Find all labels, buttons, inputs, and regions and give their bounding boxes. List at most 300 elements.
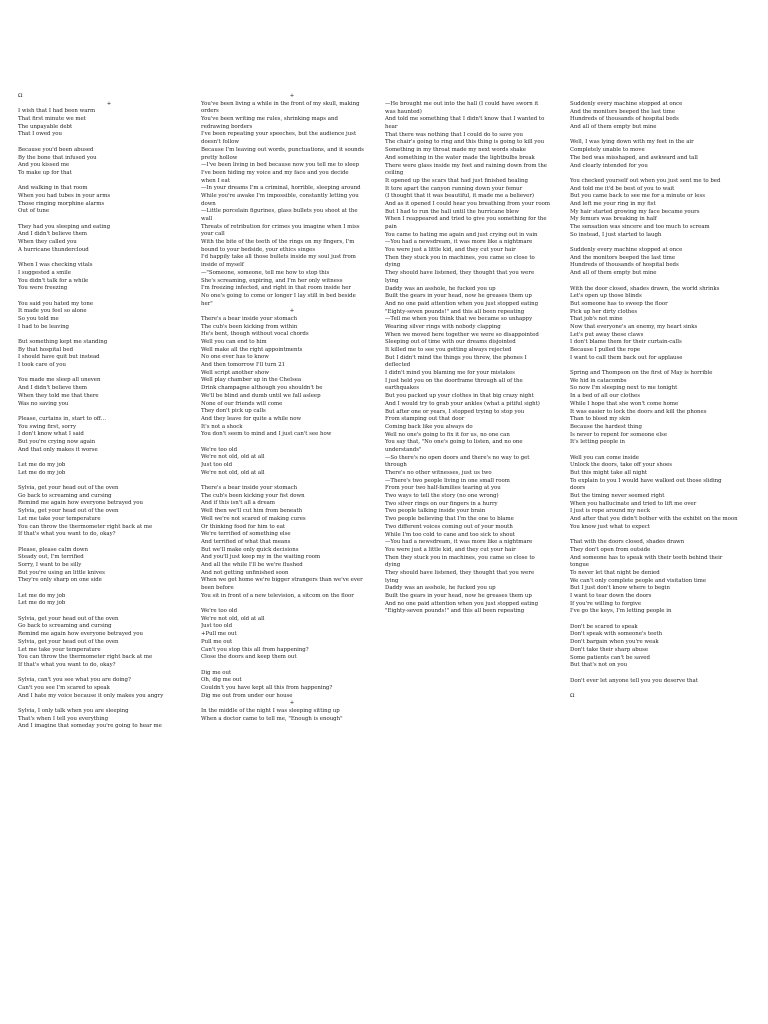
lyric-line: And all of them empty but mine (570, 270, 657, 277)
lyric-line: If you're willing to forgive (570, 600, 642, 607)
lyric-line: —I've been living in bed because now you tell me to sleep (201, 162, 360, 169)
lyric-line: Well you can end to him (201, 339, 267, 345)
lyric-line: dying (385, 262, 401, 269)
lyric-line: When I reappeared and tried to give you something for the (385, 216, 547, 223)
lyric-line: There's no other witnesses, just us two (385, 470, 492, 476)
lyric-line: Well we're not scared of making cures (201, 515, 306, 522)
lyric-line (570, 670, 752, 678)
lyric-line: I took care of you (18, 362, 66, 369)
lyric-line: The bed was misshaped, and awkward and tall (570, 154, 698, 161)
lyric-line: —You had a newsdream, it was more like a nightmare (385, 239, 533, 246)
lyric-line: her" (201, 300, 213, 307)
lyric-line: Then they stuck you in machines, you came so close to (385, 554, 535, 561)
lyric-line: doesn't follow (201, 139, 240, 146)
lyric-line: We hid in catacombs (570, 377, 627, 384)
lyric-line: The cub's been kicking your fist down (201, 492, 305, 499)
lyric-line: Sylvia, get your head out of the oven (18, 638, 119, 645)
lyric-line: Coming back like you always do (385, 423, 473, 430)
lyric-line: With the door closed, shades drawn, the world shrinks (570, 285, 720, 292)
lyric-line: But you came back to see me for a minute or less (570, 193, 705, 200)
lyric-line: + (289, 308, 295, 315)
lyric-line: You've been living a while in the front of my skull, making (201, 100, 360, 107)
lyric-line: If that's what you want to do, okay? (18, 661, 116, 668)
lyric-line: ceiling (385, 170, 404, 177)
lyric-line (570, 170, 752, 178)
lyric-line: —So there's no open doors and there's no way to get (385, 454, 530, 461)
lyric-line: I just held you on the doorframe through all of the (385, 377, 523, 384)
lyric-line: Don't take their sharp abuse (570, 646, 649, 653)
lyric-line: He's bent, though without vocal chords (201, 331, 309, 338)
lyric-line: In the middle of the night I was sleeping sitting up (201, 708, 340, 714)
lyric-line: understands" (385, 446, 422, 453)
lyric-line: Drink champagne although you shouldn't be (201, 385, 323, 392)
lyric-line: —Tell me when you think that we became so unhappy (385, 316, 533, 323)
lyric-line: No one ever has to know (201, 354, 269, 361)
lyric-line: pain (385, 224, 397, 230)
lyric-line (201, 662, 383, 670)
lyric-line: Don't ever let anyone tell you you deserve that (570, 677, 698, 684)
lyric-line: And not getting unfinished soon (201, 569, 289, 576)
lyric-line: To make up for that (18, 169, 72, 176)
lyric-line: Go back to screaming and cursing (18, 492, 112, 499)
lyric-line: You made me sleep all uneven (18, 377, 101, 384)
lyric-line: They should have listened, they thought that you were (385, 270, 535, 277)
lyric-line: Please, please calm down (18, 546, 88, 553)
lyric-line: Sylvia, I only talk when you are sleeping (18, 708, 129, 714)
lyric-line: I don't know what I said (18, 431, 84, 438)
lyric-line: And told me something that I didn't know that I wanted to (385, 116, 545, 123)
lyric-line: And the monitors beeped the last time (570, 254, 676, 261)
lyric-line: Remind me again how everyone betrayed you (18, 631, 143, 638)
lyric-line (570, 132, 752, 140)
lyric-line: And that only makes it worse (18, 446, 98, 453)
lyric-line: You checked yourself out when you just sent me to bed (570, 177, 721, 184)
lyric-line: —In your dreams I'm a criminal, horrible, sleeping around (201, 185, 361, 192)
lyric-line: I want to tear down the doors (570, 593, 652, 599)
lyric-line: Well script another show (201, 369, 270, 376)
lyric-line (570, 532, 752, 540)
lyric-line: She's screaming, expiring, and I'm her only witness (201, 277, 343, 284)
lyric-line: And walking in that room (18, 185, 88, 192)
lyric-line: doors (570, 485, 586, 492)
lyric-line: Two silver rings on our fingers in a hurry (385, 500, 498, 507)
lyric-line: Can't you stop this all from happening? (201, 646, 309, 653)
lyric-line: Was no saving you (18, 400, 69, 407)
lyric-line: But this might take all night (570, 470, 648, 476)
lyric-line: Hundreds of thousands of hospital beds (570, 116, 679, 123)
lyric-line (18, 293, 200, 301)
lyric-line: Well play chamber up in the Chelsea (201, 377, 302, 384)
lyric-line: I wish that I had been warm (18, 108, 96, 115)
lyric-line: Let me take your temperature (18, 646, 101, 653)
lyric-line: We can't only complete people and visitation time (570, 577, 707, 584)
lyric-line: My hair started growing my face became yours (570, 208, 700, 215)
lyric-line: From stamping out that door (385, 416, 465, 423)
lyric-line: And after that you didn't bother with the exhibit on the moon (570, 516, 738, 523)
lyric-line: But you packed up your clothes in that big crazy night (385, 393, 534, 400)
lyric-line: And all of them empty but mine (570, 124, 657, 131)
lyric-line: Hundreds of thousands of hospital beds (570, 262, 679, 269)
lyric-line: But I just don't know where to begin (570, 585, 670, 592)
lyric-line: The chair's going to ring and this thing is going to kill you (385, 139, 545, 146)
lyric-line: Sleeping out of time with our dreams disjointed (385, 339, 516, 346)
lyric-line: We're too old (201, 446, 238, 453)
lyric-line: And no one paid attention when you just stopped eating (385, 300, 539, 307)
lyric-line: Because I'm leaving out words, punctuations, and it sounds (201, 146, 364, 153)
lyric-line: down (201, 200, 216, 207)
lyric-line: You said you hated my tone (18, 300, 94, 307)
lyric-line: You sit in front of a new television, a sitcom on the floor (201, 592, 354, 599)
lyric-line (18, 585, 200, 593)
lyric-line: You've been writing me rules, shrinking maps and (201, 116, 338, 123)
lyric-line: And if this isn't all a dream (201, 500, 275, 507)
lyric-line (570, 616, 752, 624)
lyric-line: And someone has to speak with their teeth behind their (570, 554, 723, 561)
lyric-line: And I hate my voice because it only makes you angry (18, 692, 164, 699)
lyric-line: You didn't talk for a while (18, 277, 89, 284)
lyric-line: Please, curtains in, start to off… (18, 415, 107, 422)
lyric-line (201, 439, 383, 447)
lyric-line: You were just a little kid, and they cut your hair (385, 247, 516, 254)
lyric-line: was haunted) (385, 108, 422, 115)
lyric-line: But something kept me standing (18, 339, 108, 345)
lyric-line: My femurs was breaking in half (570, 216, 657, 223)
lyric-line: Is never to repent for someone else (570, 431, 668, 438)
lyric-line: Two different voices coming out of your mouth (385, 523, 513, 530)
lyric-line: deflected (385, 362, 411, 369)
lyric-line: When you had tubes in your arms (18, 192, 111, 199)
lyric-line: To never let that night be denied (570, 569, 660, 576)
lyric-line: Pick up her dirty clothes (570, 308, 638, 315)
lyric-line: Well, I was lying down with my feet in the air (570, 139, 694, 146)
lyric-line: Dig me out from under our house (201, 692, 293, 699)
lyric-line: You were just a little kid, and they cut your hair (385, 546, 516, 553)
lyric-line: That I owed you (18, 131, 62, 138)
lyric-line: But that's not on you (570, 662, 628, 669)
lyric-line: Two ways to tell the story (no one wrong) (385, 493, 499, 500)
lyric-line: And something in the water made the lightbulbs break (385, 154, 535, 161)
lyric-line: We're too old (201, 608, 238, 615)
lyric-line: When I was checking vitals (18, 262, 93, 269)
lyric-line: tongue (570, 562, 589, 569)
lyrics-column-3 (385, 101, 567, 616)
lyric-line: The sensation was sincere and too much to scream (570, 224, 710, 230)
lyric-line: We'll be blind and dumb until we fall asleep (201, 392, 321, 399)
lyric-line: That with the doors closed, shades drawn (570, 539, 685, 546)
lyric-line: Now that everyone's an enemy, my heart sinks (570, 323, 698, 330)
lyric-line: And as it opened I could hear you breathing from your room (385, 200, 550, 207)
lyric-line: +Pull me out (201, 631, 237, 638)
lyric-line: It was easier to lock the doors and kill the phones (570, 408, 707, 415)
lyric-line: And all the while I'll be we're flushed (201, 561, 303, 568)
lyrics-column-4 (570, 101, 752, 701)
lyric-line: I don't blame them for their curtain-calls (570, 339, 682, 346)
lyric-line: Suddenly every machine stopped at once (570, 247, 683, 254)
lyric-line: You don't seem to mind and I just can't see how (201, 431, 332, 438)
lyric-line: been before (201, 585, 234, 591)
lyric-line: When a doctor came to tell me, "Enough is enough" (201, 715, 343, 722)
lyric-line: Just too old (201, 462, 233, 468)
lyric-line: Because I pulled the rope (570, 347, 641, 353)
lyric-line: None of our friends will come (201, 400, 283, 407)
lyric-line: It's letting people in (570, 439, 626, 446)
lyric-line: I didn't mind you blaming me for your mistakes (385, 370, 515, 377)
lyric-line: Daddy was an asshole, he fucked you up (385, 285, 496, 292)
lyric-line (18, 254, 200, 262)
lyric-line: But we'll make only quick decisions (201, 546, 299, 553)
lyric-line: Something in my throat made my next words shake (385, 147, 526, 154)
lyric-line: It's not a shock (201, 423, 243, 430)
lyric-line: Let me do my job (18, 469, 66, 476)
lyric-line: And they leave for quite a while now (201, 415, 302, 422)
lyric-line: From your two half-families tearing at you (385, 485, 501, 492)
lyric-line: Can't you see I'm scared to speak (18, 684, 110, 691)
lyric-line: earthquakes (385, 385, 419, 392)
lyric-line: No one's going to come or longer I lay still in bed beside (201, 292, 356, 299)
lyric-line: —He brought me out into the hall (I could have sworn it (385, 101, 539, 107)
lyric-line: Don't be scared to speak (570, 623, 638, 630)
lyric-line: pretty hollow (201, 154, 238, 161)
lyric-line: By that hospital bed (18, 346, 74, 353)
lyric-line: I've been hiding my voice and my face and you decide (201, 169, 349, 176)
lyric-line (18, 139, 200, 147)
lyric-line: Spring and Thompson on the first of May is horrible (570, 370, 713, 377)
lyric-line: And I imagine that someday you're going to hear me (18, 723, 162, 730)
lyric-line: Then they stuck you in machines, you came so close to (385, 254, 535, 261)
lyric-line: And no one paid attention when you just stopped eating (385, 600, 539, 607)
lyric-line: You came to hating me again and just crying out in vain (385, 231, 538, 238)
lyric-line (18, 331, 200, 339)
lyric-line: In a bed of all our clothes (570, 393, 640, 400)
lyric-line: So instead, I just started to laugh (570, 231, 662, 238)
lyric-line (18, 670, 200, 678)
lyric-line: I'd happily take all those bullets inside my soul just from (201, 254, 356, 261)
lyric-line: They're only sharp on one side (18, 577, 102, 584)
lyric-line: I just is rope around my neck (570, 508, 650, 515)
lyric-line: While I hope that she won't come home (570, 400, 679, 407)
lyric-line: Ω (570, 692, 575, 699)
lyric-line: Let me do my job (18, 600, 66, 607)
lyric-line: (I thought that it was beautiful, it made me a believer) (385, 193, 535, 200)
lyric-line: They had you sleeping and eating (18, 223, 111, 230)
lyric-line: You can throw the thermometer right back at me (18, 654, 153, 661)
lyric-line: hear (385, 124, 398, 131)
lyric-line: Remind me again how everyone betrayed you (18, 500, 143, 507)
lyric-line: There's a bear inside your stomach (201, 485, 298, 492)
lyric-line: + (289, 93, 295, 99)
lyric-line: Ω (18, 93, 23, 99)
lyric-line: Wearing silver rings with nobody clapping (385, 323, 501, 330)
lyric-line: We're not old, old at all (201, 615, 265, 622)
lyric-line: lying (385, 577, 399, 584)
lyric-line: —"Someone, someone, tell me how to stop this (201, 269, 330, 276)
lyric-line: It killed me to see you getting always rejected (385, 347, 512, 353)
lyric-line: You know just what to expect (570, 523, 650, 530)
lyric-line: Because the hardest thing (570, 423, 642, 430)
lyric-line: With the bite of the teeth of the rings on my fingers, I'm (201, 239, 355, 246)
lyric-line: But I didn't mind the things you threw, the phones I (385, 354, 527, 361)
lyric-line: You were freezing (18, 285, 68, 292)
lyric-line: When they called you (18, 239, 77, 246)
lyric-line: + (106, 100, 112, 107)
lyric-line: Because you'd been abused (18, 146, 94, 153)
lyric-line: That job's not mine (570, 316, 623, 323)
lyric-line: + (289, 700, 295, 707)
lyric-line: Built the gears in your head, now he greases them up (385, 293, 532, 300)
lyric-line: When they told me that there (18, 392, 99, 399)
lyric-line: It tore apart the canyon running down your femur (385, 185, 523, 192)
lyric-line: But you're using an little knives (18, 569, 105, 576)
lyric-line (18, 178, 200, 186)
lyric-line: wall (201, 216, 213, 222)
lyric-line: Out of tune (18, 208, 50, 215)
lyric-line: "Eighty-seven pounds!" and this all been repeating (385, 308, 525, 315)
lyric-line: lying (385, 277, 399, 284)
lyric-line: Couldn't you have kept all this from happening? (201, 684, 333, 691)
lyric-line: I'm freezing infected, and right in that room inside her (201, 285, 351, 292)
lyric-line: And left me your ring in my fist (570, 200, 656, 207)
lyric-line: Just too old (201, 623, 233, 630)
lyric-line: That's when I tell you everything (18, 715, 109, 722)
lyric-line: Don't speak with someone's teeth (570, 631, 663, 638)
lyric-line: Completely unable to move (570, 147, 645, 154)
lyric-line (18, 454, 200, 462)
lyric-line: We're not old, old at all (201, 454, 265, 461)
lyric-line (18, 477, 200, 485)
lyric-line: I've go the keys, I'm letting people in (570, 608, 672, 615)
lyric-line: Sorry, I want to be silly (18, 561, 82, 568)
lyric-line (18, 608, 200, 616)
lyric-line: But someone has to sweep the floor (570, 300, 668, 307)
lyric-line: That first minute we met (18, 116, 86, 123)
lyric-line: Sylvia, get your head out of the oven (18, 508, 119, 515)
lyric-line: They don't pick up calls (201, 408, 266, 415)
lyric-line: If that's what you want to do, okay? (18, 531, 116, 538)
lyric-line: Sylvia, get your head out of the oven (18, 485, 119, 492)
lyric-line: The cub's been kicking from within (201, 323, 298, 330)
lyric-line: But the timing never seemed right (570, 493, 665, 500)
lyric-line: It opened up the scars that had just finished healing (385, 177, 528, 184)
lyric-line: Daddy was an asshole, he fucked you up (385, 585, 496, 592)
lyric-line: redrawing borders (201, 123, 253, 130)
lyric-line: —You had a newsdream, it was more like a nightmare (385, 539, 533, 546)
lyric-line: A hurricane thundercloud (18, 246, 89, 253)
lyric-line: Well then we'll cut him from beneath (201, 508, 303, 515)
lyric-line: inside of myself (201, 262, 244, 269)
lyric-line: But after one or years, I stopped trying to stop you (385, 408, 525, 415)
lyric-line: You can throw the thermometer right back at me (18, 523, 153, 530)
lyric-line: By the bone that infused you (18, 154, 97, 161)
lyric-line: Let's open up those blinds (570, 293, 642, 300)
lyric-line: I've been repeating your speeches, but the audience just (201, 131, 357, 138)
lyric-line: Steady out, I'm terrified (18, 554, 84, 561)
lyric-line: So you told me (18, 315, 59, 322)
lyric-line (18, 216, 200, 224)
lyric-line: And you'll just keep my in the waiting room (201, 554, 321, 561)
lyric-line: Or thinking food for him to eat (201, 523, 286, 530)
lyric-line: While you're awake I'm impossible, constantly letting you (201, 192, 359, 199)
lyric-line: You swing first, sorry (18, 423, 77, 430)
lyric-line: bound to your bedside, your ethics singes (201, 246, 316, 253)
lyric-line: And terrified of what that means (201, 538, 291, 545)
lyric-line: Those ringing morphine alarms (18, 200, 105, 207)
lyrics-column-1 (18, 93, 200, 731)
lyric-line: While I'm too cold to cane and too sick to shout (385, 531, 516, 538)
lyric-line (570, 239, 752, 247)
lyric-line: That there was nothing that I could do to save you (385, 131, 523, 138)
lyric-line: There were glass inside my feet and raining down from the (385, 162, 547, 169)
lyric-line (201, 600, 383, 608)
lyric-line: When you hallucinate and tried to lift me over (570, 500, 697, 507)
lyric-line: Let me do my job (18, 592, 66, 599)
lyric-line: But you're crying now again (18, 438, 96, 445)
lyric-line: through (385, 462, 407, 469)
lyric-line: Let me do my job (18, 462, 66, 468)
lyric-line: They don't open from outside (570, 546, 651, 553)
lyric-line (201, 477, 383, 485)
lyric-line: Close the doors and keep them out (201, 654, 297, 661)
lyric-line: Built the gears in your head, now he greases them up (385, 593, 532, 599)
lyric-line: To explain to you I would have walked out those sliding (570, 477, 722, 484)
lyric-line (570, 447, 752, 455)
lyric-line (18, 700, 200, 708)
lyric-line: And then tomorrow I'll turn 21 (201, 362, 286, 369)
lyric-line (570, 362, 752, 370)
lyric-line: The unpayable debt (18, 123, 73, 130)
lyric-line: I should have quit but instead (18, 354, 100, 361)
lyric-line: And told me it'd be best of you to wait (570, 185, 675, 192)
lyric-line: Threats of retribution for crimes you imagine when I miss (201, 223, 360, 230)
lyric-line: Two people talking inside your brain (385, 508, 486, 515)
lyric-line: Oh, dig me out (201, 677, 242, 684)
lyric-line: —There's two people living in one small room (385, 477, 510, 484)
lyric-line: When we moved here together we were so disappointed (385, 331, 539, 338)
lyric-line: —Little porcelain figurines, glass bullets you shoot at the (201, 208, 358, 215)
lyric-line: Suddenly every machine stopped at once (570, 101, 683, 107)
lyric-line (570, 278, 752, 286)
lyric-line: Let's put away these claws (570, 331, 644, 338)
lyric-line: Well you can come inside (570, 454, 639, 461)
lyric-line: I suggested a smile (18, 269, 71, 276)
lyric-line: your call (201, 231, 225, 238)
lyric-line: I want to call them back out for applause (570, 354, 683, 361)
lyric-line: Unlock the doors, take off your shoes (570, 462, 673, 469)
lyric-line (18, 539, 200, 547)
lyric-line: And you kissed me (18, 162, 70, 169)
lyric-line: Don't bargain when you're weak (570, 639, 659, 646)
lyric-line (18, 408, 200, 416)
lyric-line: They should have listened, they thought that you were (385, 569, 535, 576)
lyric-line: We're terrified of something else (201, 531, 291, 538)
lyric-line: Some patients can't be saved (570, 654, 650, 661)
lyric-line: And clearly intended for you (570, 162, 648, 169)
lyric-line: Let me take your temperature (18, 515, 101, 522)
lyric-line (18, 370, 200, 378)
lyric-line: when I eat (201, 177, 230, 184)
lyric-line (570, 685, 752, 693)
lyric-line: There's a bear inside your stomach (201, 315, 298, 322)
lyric-line: dying (385, 562, 401, 569)
lyric-line: Two people believing that I'm the one to blame (385, 516, 514, 523)
lyric-line: When we get home we're bigger strangers than we've ever (201, 577, 363, 584)
lyric-line: You say that, "No one's going to listen, and no one (385, 439, 523, 446)
lyric-line: And I didn't believe them (18, 385, 87, 392)
lyric-line: Dig me out (201, 669, 232, 676)
lyric-line: Pull me out (201, 638, 233, 645)
lyric-line: But I had to run the hall until the hurricane blew (385, 208, 519, 215)
lyric-line: Go back to screaming and cursing (18, 623, 112, 630)
lyrics-column-2 (201, 93, 383, 723)
